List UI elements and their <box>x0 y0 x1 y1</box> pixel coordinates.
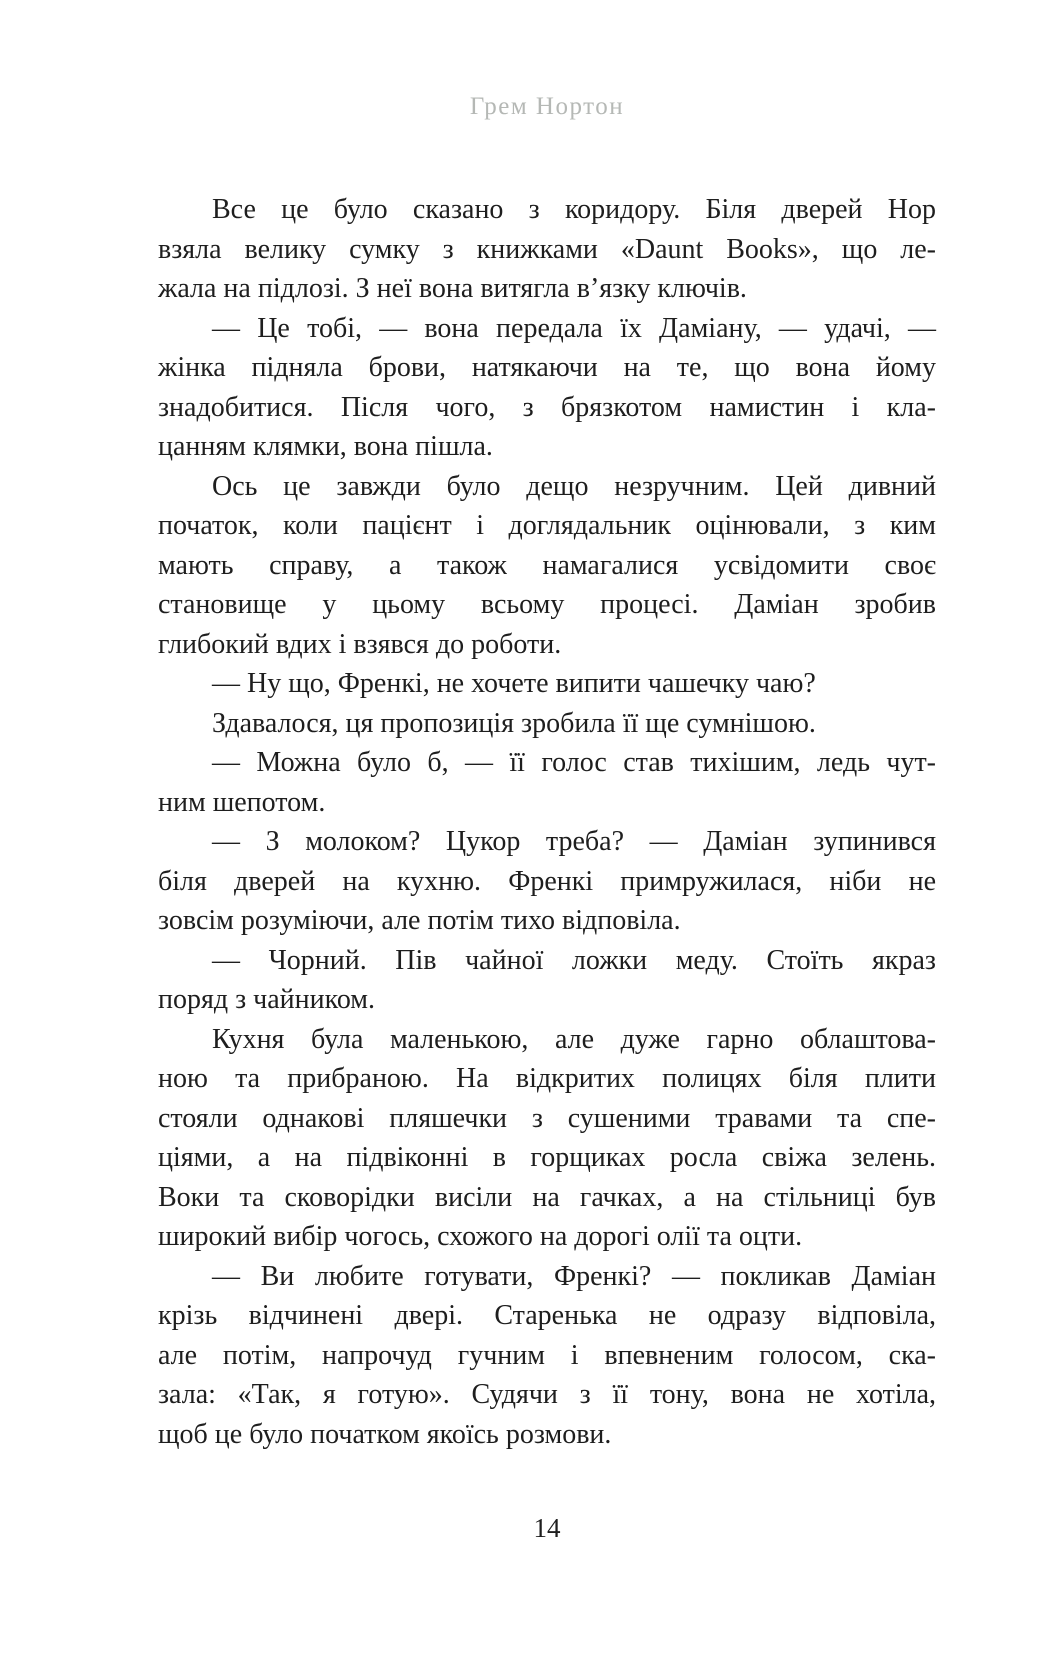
text-line: широкий вибір чогось, схожого на дорогі олії та оцти. <box>158 1221 803 1252</box>
text-line: Кухня була маленькою, але дуже гарно облаштова- <box>212 1023 936 1055</box>
text-line: біля дверей на кухню. Френкі примружилася, ніби не <box>158 865 936 897</box>
text-line: ною та прибраною. На відкритих полицях біля плити <box>158 1063 936 1094</box>
text-line: цанням клямки, вона пішла. <box>158 431 493 462</box>
text-line: щоб це було початком якоїсь розмови. <box>158 1418 612 1450</box>
text-line: мають справу, а також намагалися усвідомити своє <box>158 549 936 581</box>
paragraph <box>158 1020 936 1257</box>
paragraph <box>158 704 936 744</box>
text-line: — Це тобі, — вона передала їх Даміану, — удачі, — <box>212 312 936 344</box>
text-line: жінка підняла брови, натякаючи на те, що вона йому <box>158 352 936 383</box>
paragraph <box>158 743 936 822</box>
paragraph <box>158 467 936 665</box>
text-line: Здавалося, ця пропозиція зробила її ще сумнішою. <box>212 707 816 739</box>
paragraph <box>158 1257 936 1455</box>
text-line: — Чорний. Пів чайної ложки меду. Стоїть якраз <box>212 944 936 976</box>
running-header-author: Грем Нортон <box>469 93 625 120</box>
paragraph <box>158 822 936 941</box>
text-line: жала на підлозі. З неї вона витягла в’язку ключів. <box>158 273 747 304</box>
text-line: — Ви любите готувати, Френкі? — покликав Даміан <box>212 1260 936 1292</box>
paragraph <box>158 309 936 467</box>
text-line: ціями, а на підвіконні в горщиках росла свіжа зелень. <box>158 1142 936 1173</box>
text-line: — Ну що, Френкі, не хочете випити чашечку чаю? <box>212 668 816 699</box>
text-line: зовсім розуміючи, але потім тихо відповіла. <box>158 905 681 936</box>
text-line: Ось це завжди було дещо незручним. Цей дивний <box>212 470 936 502</box>
text-line: Воки та сковорідки висіли на гачках, а на стільниці був <box>158 1181 936 1213</box>
paragraph <box>158 941 936 1020</box>
text-line: зала: «Так, я готую». Судячи з її тону, вона не хотіла, <box>158 1379 936 1410</box>
text-line: глибокий вдих і взявся до роботи. <box>158 628 562 660</box>
text-line: ним шепотом. <box>158 786 326 818</box>
text-line: становище у цьому всьому процесі. Даміан зробив <box>158 589 936 620</box>
paragraph <box>158 664 936 704</box>
text-line: стояли однакові пляшечки з сушеними травами та спе- <box>158 1102 936 1134</box>
text-line: — З молоком? Цукор треба? — Даміан зупинився <box>212 826 936 857</box>
text-line: знадобитися. Після чого, з брязкотом намистин і кла- <box>158 391 936 423</box>
page-body <box>158 190 936 1454</box>
text-line: взяла велику сумку з книжками «Daunt Books», що ле- <box>158 233 936 265</box>
text-line: поряд з чайником. <box>158 984 375 1015</box>
text-line: — Можна було б, — її голос став тихішим, ледь чут- <box>212 747 936 778</box>
text-line: але потім, напрочуд гучним і впевненим голосом, ска- <box>158 1339 936 1371</box>
text-line: початок, коли пацієнт і доглядальник оцінювали, з ким <box>158 510 936 541</box>
paragraph <box>158 190 936 309</box>
page-number: 14 <box>533 1513 561 1543</box>
text-line: Все це було сказано з коридору. Біля дверей Нор <box>212 194 936 225</box>
text-line: крізь відчинені двері. Старенька не одразу відповіла, <box>158 1300 936 1331</box>
